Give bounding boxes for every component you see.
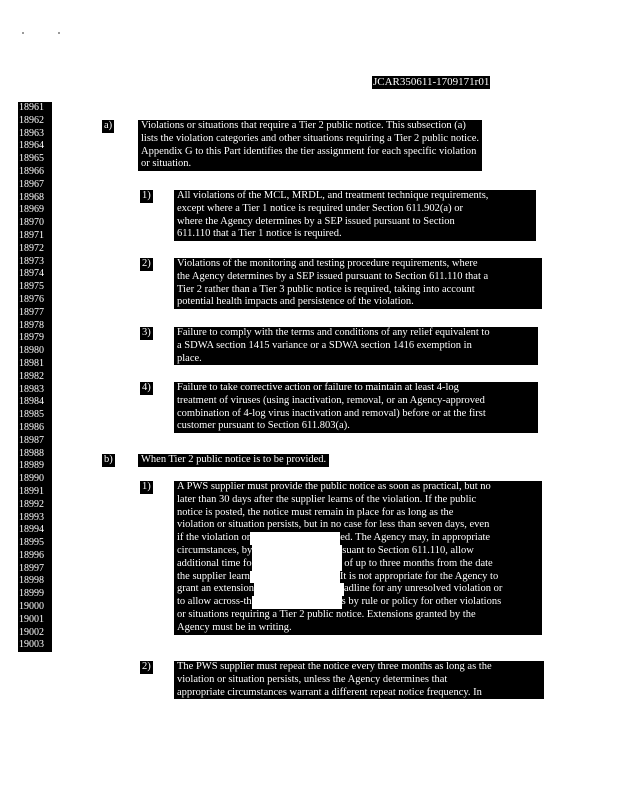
text-fragment: ed. The Agency may, in appropriate (340, 532, 491, 544)
line-number: 18972 (18, 243, 52, 256)
line-number: 18965 (18, 153, 52, 166)
erased-region (254, 583, 344, 596)
line-number-column (18, 102, 52, 652)
text-line: customer pursuant to Section 611.803(a). (177, 420, 350, 432)
line-number: 18994 (18, 524, 52, 537)
line-number: 18999 (18, 588, 52, 601)
text-line: notice is posted, the notice must remain in place for as long as the (177, 506, 454, 518)
text-line: 611.110 that a Tier 1 notice is required. (177, 228, 342, 240)
line-number: 18969 (18, 204, 52, 217)
line-number: 18973 (18, 256, 52, 269)
text-line: Failure to comply with the terms and conditions of any relief equivalent to (177, 327, 490, 338)
text-line-split (177, 545, 539, 558)
text-line: Agency must be in writing. (177, 621, 292, 633)
text-fragment: It is not appropriate for the Agency to (339, 570, 499, 582)
item-a3-paragraph (174, 327, 538, 365)
text-fragment: the supplier learn (177, 570, 250, 582)
line-number: 18997 (18, 563, 52, 576)
line-number: 18970 (18, 217, 52, 230)
erased-region (252, 545, 342, 558)
line-number: 18982 (18, 371, 52, 384)
text-line-split (177, 558, 539, 571)
line-number: 18964 (18, 140, 52, 153)
line-number: 18983 (18, 384, 52, 397)
item-a2-marker: 2) (142, 258, 151, 269)
text-fragment: s by rule or policy for other violations (341, 596, 502, 608)
line-number: 18967 (18, 179, 52, 192)
text-fragment: suant to Section 611.110, allow (342, 544, 474, 556)
text-line: All violations of the MCL, MRDL, and treatment technique requirements, (177, 190, 489, 201)
text-line: Appendix G to this Part identifies the tier assignment for each specific violation (141, 145, 477, 157)
line-number: 18989 (18, 460, 52, 473)
text-line: When Tier 2 public notice is to be provided. (141, 454, 327, 465)
line-number: 18980 (18, 345, 52, 358)
item-b2-paragraph (174, 661, 544, 699)
line-number: 18971 (18, 230, 52, 243)
text-fragment: circumstances, by (177, 544, 253, 556)
line-number: 18988 (18, 448, 52, 461)
text-line: appropriate circumstances warrant a different repeat notice frequency. In (177, 686, 482, 698)
line-number: 18979 (18, 332, 52, 345)
text-fragment: of up to three months from the date (341, 557, 493, 569)
item-a1-paragraph (174, 190, 536, 241)
item-a4-marker: 4) (142, 382, 151, 393)
line-number: 18977 (18, 307, 52, 320)
line-number: 18992 (18, 499, 52, 512)
text-line: lists the violation categories and other situations requiring a Tier 2 public notice. (141, 132, 479, 144)
line-number: 18991 (18, 486, 52, 499)
scan-specks (22, 32, 62, 38)
line-number: 18961 (18, 102, 52, 115)
section-b-heading (138, 454, 329, 467)
item-a3-marker: 3) (142, 327, 151, 338)
line-number: 19000 (18, 601, 52, 614)
text-line-split (177, 532, 539, 545)
item-b1-paragraph (174, 481, 542, 635)
text-line: violation or situation persists, but in no case for less than seven days, even (177, 519, 490, 531)
line-number: 18998 (18, 575, 52, 588)
line-number: 18987 (18, 435, 52, 448)
line-number: 19003 (18, 639, 52, 652)
erased-region (250, 571, 340, 584)
text-line: where the Agency determines by a SEP issued pursuant to Section (177, 215, 455, 227)
text-line: or situations requiring a Tier 2 public notice. Extensions granted by the (177, 608, 476, 620)
line-number: 18978 (18, 320, 52, 333)
line-number: 18976 (18, 294, 52, 307)
text-line: Violations of the monitoring and testing procedure requirements, where (177, 258, 478, 269)
line-number: 18963 (18, 128, 52, 141)
erased-region (250, 532, 340, 545)
line-number: 18995 (18, 537, 52, 550)
text-line: except where a Tier 1 notice is required under Section 611.902(a) or (177, 202, 463, 214)
text-line: potential health impacts and persistence of the violation. (177, 296, 414, 308)
line-number: 18993 (18, 512, 52, 525)
line-number: 19002 (18, 627, 52, 640)
section-b-marker: b) (104, 454, 113, 465)
text-line-split (177, 571, 539, 584)
line-number: 18974 (18, 268, 52, 281)
item-b1-marker: 1) (142, 481, 151, 492)
line-number: 18985 (18, 409, 52, 422)
text-line: Violations or situations that require a Tier 2 public notice. This subsection (a) (141, 120, 466, 131)
line-number: 18975 (18, 281, 52, 294)
text-fragment: additional time fo (177, 557, 252, 569)
erased-region (252, 558, 342, 571)
text-fragment: adline for any unresolved violation or (343, 583, 503, 595)
item-a2-paragraph (174, 258, 542, 309)
line-number: 18996 (18, 550, 52, 563)
text-fragment: grant an extension (177, 583, 254, 595)
line-number: 19001 (18, 614, 52, 627)
item-a4-paragraph (174, 382, 538, 433)
text-line: A PWS supplier must provide the public notice as soon as practical, but no (177, 481, 491, 492)
erased-region (252, 596, 342, 609)
text-line: Tier 2 rather than a Tier 3 public notice is required, taking into account (177, 283, 475, 295)
item-a1-marker: 1) (142, 190, 151, 201)
text-line: combination of 4-log virus inactivation and removal) before or at the first (177, 407, 486, 419)
text-line: a SDWA section 1415 variance or a SDWA section 1416 exemption in (177, 339, 472, 351)
section-a-marker: a) (104, 120, 113, 131)
section-a-paragraph (138, 120, 482, 171)
text-line: treatment of viruses (using inactivation, removal, or an Agency-approved (177, 394, 485, 406)
document-code-header: JCAR350611-1709171r01 (373, 76, 490, 88)
item-b2-marker: 2) (142, 661, 151, 672)
text-line-split (177, 583, 539, 596)
line-number: 18986 (18, 422, 52, 435)
text-fragment: if the violation or (177, 532, 251, 544)
text-line: place. (177, 352, 202, 364)
text-line: or situation. (141, 158, 192, 170)
line-number: 18962 (18, 115, 52, 128)
text-line: Failure to take corrective action or failure to maintain at least 4-log (177, 382, 459, 393)
text-line-split (177, 596, 539, 609)
line-number: 18968 (18, 192, 52, 205)
line-number: 18981 (18, 358, 52, 371)
line-number: 18984 (18, 396, 52, 409)
line-number: 18990 (18, 473, 52, 486)
text-fragment: to allow across-th (177, 596, 252, 608)
text-line: the Agency determines by a SEP issued pursuant to Section 611.110 that a (177, 270, 489, 282)
text-line: The PWS supplier must repeat the notice every three months as long as the (177, 661, 492, 672)
text-line: violation or situation persists, unless the Agency determines that (177, 673, 448, 685)
line-number: 18966 (18, 166, 52, 179)
text-line: later than 30 days after the supplier learns of the violation. If the public (177, 493, 477, 505)
